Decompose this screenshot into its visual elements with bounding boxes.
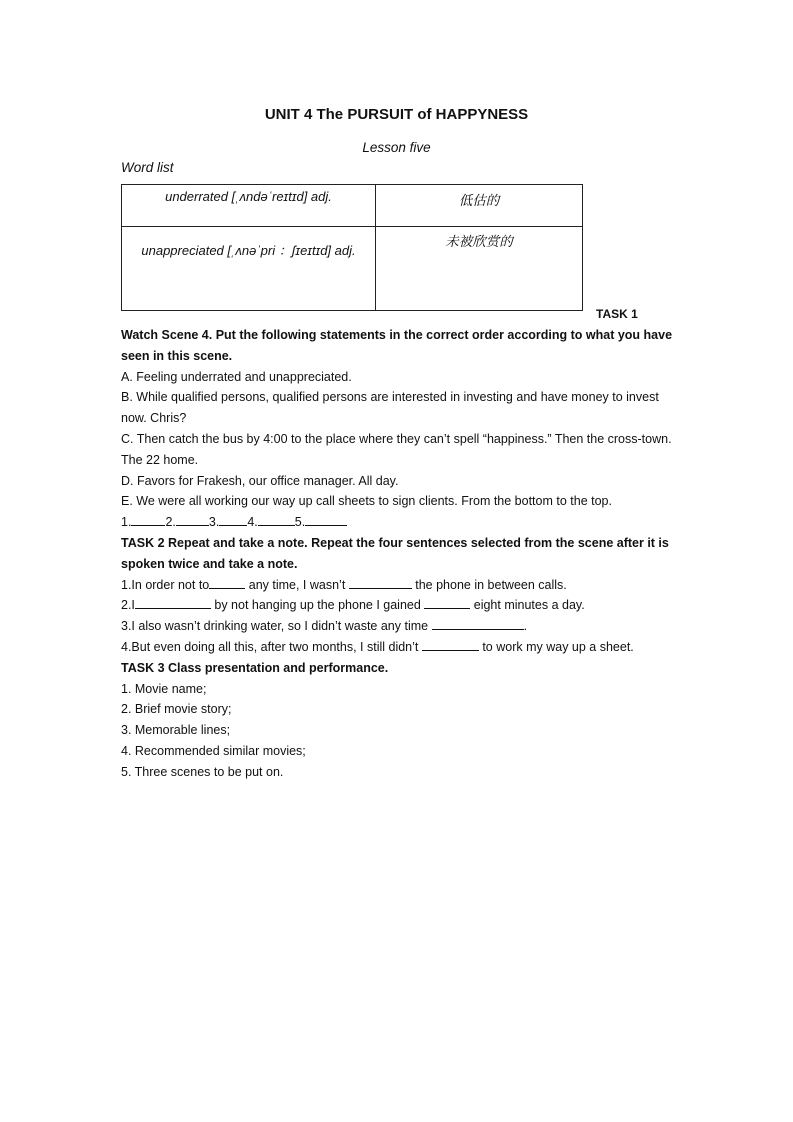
sentence-text: 1.In order not to xyxy=(121,577,210,592)
fill-blank[interactable] xyxy=(424,596,470,609)
word-english: unappreciated [ˌʌnəˈpri ：ʃɪeɪtɪd] adj. xyxy=(122,227,376,311)
word-list-label: Word list xyxy=(121,160,174,175)
statement-b: B. While qualified persons, qualified persons are interested in investing and have money to invest now. Chris? xyxy=(121,390,659,426)
sentence-text: eight minutes a day. xyxy=(470,598,585,613)
sentence-4 xyxy=(121,637,681,658)
sentence-text: 2.I xyxy=(121,598,135,613)
sentence-text: . xyxy=(523,619,528,634)
task2-heading: TASK 2 Repeat and take a note. Repeat the four sentences selected from the scene after it is spoken twice and take a note. xyxy=(121,535,669,571)
task3-item: 2. Brief movie story; xyxy=(121,702,232,717)
statement-c: C. Then catch the bus by 4:00 to the place where they can’t spell “happiness.” Then the cross-town. The 22 home. xyxy=(121,431,672,467)
sentence-text: any time, I wasn’t xyxy=(245,577,349,592)
task3-heading: TASK 3 Class presentation and performance. xyxy=(121,660,389,675)
word-list-table xyxy=(121,184,583,311)
answer-blank-4[interactable] xyxy=(258,513,295,526)
word-english: underrated [ˌʌndəˈreɪtɪd] adj. xyxy=(122,185,376,227)
sentence-text: by not hanging up the phone I gained xyxy=(210,598,425,613)
answer-label-2: 2. xyxy=(165,515,176,530)
word-chinese: 未被欣赏的 xyxy=(376,227,583,311)
answer-label-3: 3. xyxy=(208,515,220,530)
task3-item: 3. Memorable lines; xyxy=(121,723,231,738)
statement-a: A. Feeling underrated and unappreciated. xyxy=(121,369,352,384)
word-row xyxy=(122,185,583,227)
sentence-3 xyxy=(121,616,681,637)
sentence-1 xyxy=(121,575,681,596)
answer-blank-5[interactable] xyxy=(305,513,347,526)
statement-e: E. We were all working our way up call sheets to sign clients. From the bottom to the top. xyxy=(121,494,612,509)
lesson-subtitle: Lesson five xyxy=(362,140,431,155)
answer-blank-2[interactable] xyxy=(176,513,209,526)
fill-blank[interactable] xyxy=(209,576,245,589)
page-title: UNIT 4 The PURSUIT of HAPPYNESS xyxy=(264,106,529,123)
task1-instruction: Watch Scene 4. Put the following statements in the correct order according to what you have seen in this scene. xyxy=(121,328,673,363)
sentence-text: to work my way up a sheet. xyxy=(478,639,634,654)
fill-blank[interactable] xyxy=(422,638,479,651)
sentence-2 xyxy=(121,595,681,616)
sentence-text: 4.But even doing all this, after two months, I still didn’t xyxy=(121,639,422,654)
word-row xyxy=(122,227,583,311)
worksheet-content xyxy=(121,325,681,783)
fill-blank[interactable] xyxy=(135,596,211,609)
answer-label-1: 1. xyxy=(121,515,132,530)
task3-item: 1. Movie name; xyxy=(121,681,207,696)
task3-item: 5. Three scenes to be put on. xyxy=(121,764,284,779)
task1-tag: TASK 1 xyxy=(596,307,638,321)
task3-item: 4. Recommended similar movies; xyxy=(121,743,306,758)
sentence-text: 3.I also wasn’t drinking water, so I didn’t waste any time xyxy=(121,619,432,634)
answer-blank-1[interactable] xyxy=(131,513,165,526)
sentence-text: the phone in between calls. xyxy=(411,577,567,592)
answer-label-5: 5. xyxy=(294,515,306,530)
answer-label-4: 4. xyxy=(247,515,258,530)
fill-blank[interactable] xyxy=(349,576,412,589)
answer-blank-3[interactable] xyxy=(219,513,247,526)
word-chinese: 低估的 xyxy=(376,185,583,227)
fill-blank[interactable] xyxy=(432,617,524,630)
order-answer-line xyxy=(121,512,681,533)
statement-d: D. Favors for Frakesh, our office manager. All day. xyxy=(121,473,399,488)
